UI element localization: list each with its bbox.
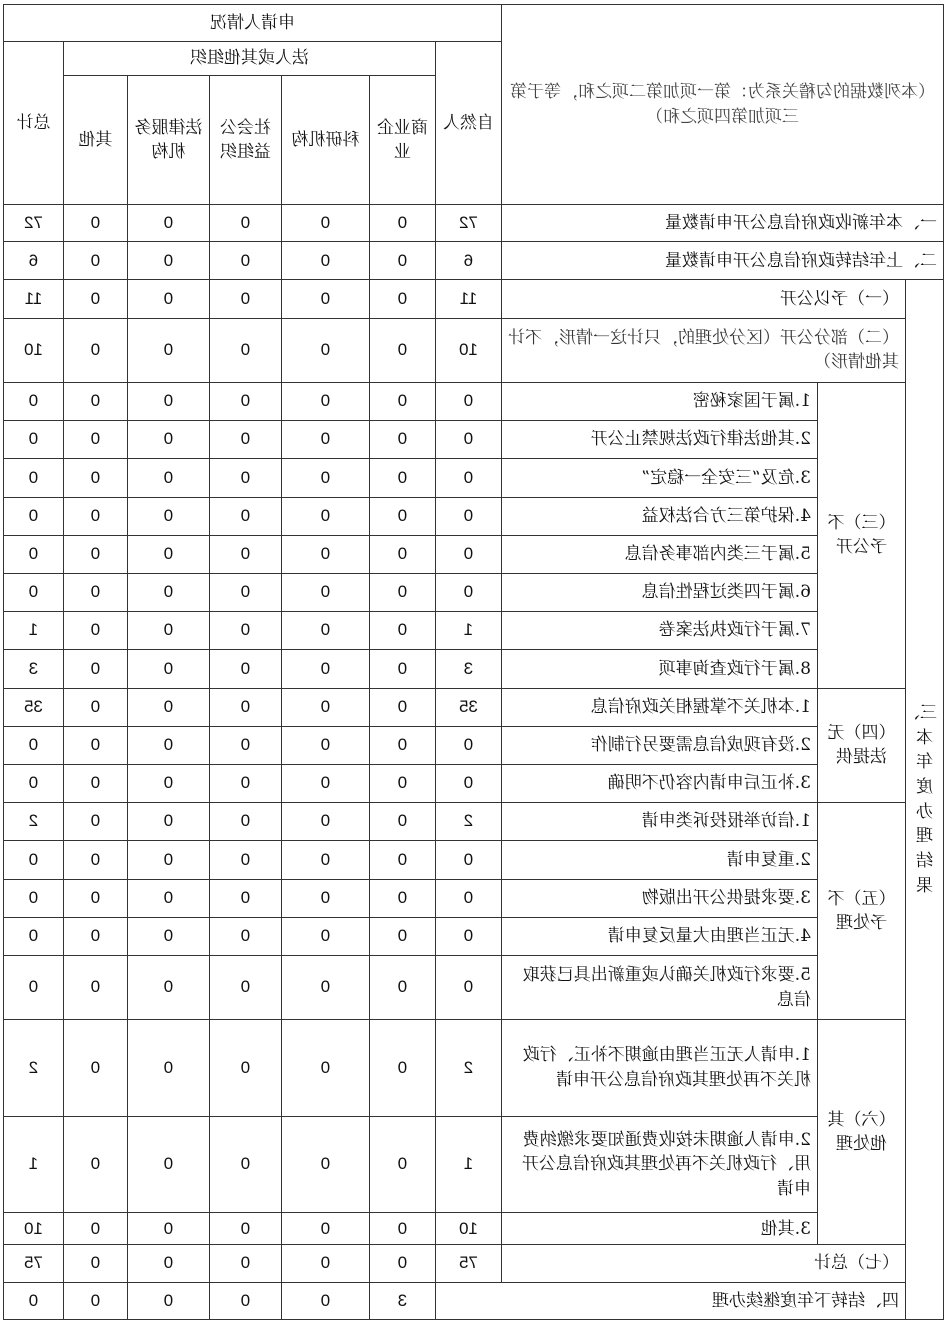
item-g6-2: 2.申请人逾期未按收费通知要求缴纳费用、行政机关不再处理其政府信息公开申请 xyxy=(501,1116,817,1213)
cell: 0 xyxy=(209,956,281,1020)
cell: 0 xyxy=(281,573,369,611)
cell: 0 xyxy=(281,612,369,650)
cell: 0 xyxy=(281,1245,369,1282)
cell: 0 xyxy=(63,1116,127,1213)
cell: 0 xyxy=(63,497,127,535)
cell: 0 xyxy=(281,318,369,382)
cell: 0 xyxy=(369,803,435,841)
cell: 0 xyxy=(369,841,435,879)
row-g7 xyxy=(3,1245,943,1282)
cell: 0 xyxy=(63,573,127,611)
applicant-situation-header: 申请人情况 xyxy=(3,5,501,42)
cell: 10 xyxy=(435,318,501,382)
cell: 0 xyxy=(63,650,127,688)
cell: 0 xyxy=(3,841,63,879)
cell: 72 xyxy=(435,205,501,242)
cell: 0 xyxy=(3,497,63,535)
cell: 0 xyxy=(369,459,435,497)
cell: 0 xyxy=(127,421,209,459)
cell: 0 xyxy=(63,1282,127,1319)
item-g5-1: 1.信访举报投诉类申请 xyxy=(501,803,817,841)
item-g3-1: 1.属于国家秘密 xyxy=(501,382,817,420)
cell: 0 xyxy=(369,688,435,726)
row-g3-1 xyxy=(3,382,943,420)
cell: 0 xyxy=(63,318,127,382)
row-s1 xyxy=(3,205,943,242)
cell: 0 xyxy=(63,1213,127,1245)
cell: 0 xyxy=(63,956,127,1020)
cell: 0 xyxy=(281,650,369,688)
cell: 0 xyxy=(127,242,209,280)
cell: 1 xyxy=(3,1116,63,1213)
row-g3-7 xyxy=(3,612,943,650)
cell: 0 xyxy=(127,497,209,535)
cell: 0 xyxy=(63,879,127,917)
cell: 0 xyxy=(369,205,435,242)
cell: 11 xyxy=(3,280,63,318)
cell: 0 xyxy=(281,841,369,879)
cell: 0 xyxy=(3,573,63,611)
cell: 1 xyxy=(435,612,501,650)
row-g6-2 xyxy=(3,1116,943,1213)
cell: 0 xyxy=(127,459,209,497)
cell: 0 xyxy=(369,535,435,573)
cell: 0 xyxy=(281,497,369,535)
cell: 10 xyxy=(3,318,63,382)
cell: 0 xyxy=(281,459,369,497)
label-s4: 四、结转下年度继续办理 xyxy=(435,1282,905,1319)
cell: 0 xyxy=(209,382,281,420)
cell: 0 xyxy=(209,1245,281,1282)
info-disclosure-table xyxy=(3,4,944,1320)
row-g4-1 xyxy=(3,688,943,726)
cell: 0 xyxy=(127,1282,209,1319)
cell: 0 xyxy=(435,573,501,611)
label-g1: （一）予以公开 xyxy=(501,280,905,318)
cell: 0 xyxy=(369,382,435,420)
label-g5: （五）不予处理 xyxy=(818,803,906,1020)
cell: 0 xyxy=(435,726,501,764)
cell: 0 xyxy=(209,535,281,573)
item-g3-2: 2.其他法律行政法规禁止公开 xyxy=(501,421,817,459)
cell: 72 xyxy=(3,205,63,242)
item-g4-1: 1.本机关不掌握相关政府信息 xyxy=(501,688,817,726)
cell: 10 xyxy=(3,1213,63,1245)
label-s1: 一、本年新收政府信息公开申请数量 xyxy=(501,205,943,242)
row-g3-8 xyxy=(3,650,943,688)
cell: 0 xyxy=(127,573,209,611)
cell: 0 xyxy=(127,1020,209,1117)
cell: 0 xyxy=(281,726,369,764)
commercial-header: 商业企业 xyxy=(369,76,435,205)
item-g3-3: 3.危及“三安全一稳定” xyxy=(501,459,817,497)
cell: 0 xyxy=(3,764,63,802)
cell: 10 xyxy=(435,1213,501,1245)
cell: 0 xyxy=(369,917,435,955)
item-g3-5: 5.属于三类内部事务信息 xyxy=(501,535,817,573)
cell: 0 xyxy=(3,421,63,459)
cell: 0 xyxy=(63,726,127,764)
cell: 0 xyxy=(281,1282,369,1319)
label-s3: 三、本年度办理结果 xyxy=(906,280,944,1320)
cell: 0 xyxy=(435,879,501,917)
cell: 35 xyxy=(435,688,501,726)
row-g3-5 xyxy=(3,535,943,573)
cell: 35 xyxy=(3,688,63,726)
label-g7: （七）总计 xyxy=(501,1245,905,1282)
cell: 0 xyxy=(127,841,209,879)
row-g6-3 xyxy=(3,1213,943,1245)
cell: 75 xyxy=(3,1245,63,1282)
row-g5-5 xyxy=(3,956,943,1020)
cell: 0 xyxy=(369,242,435,280)
cell: 0 xyxy=(63,382,127,420)
cell: 0 xyxy=(63,1245,127,1282)
item-g3-4: 4.保护第三方合法权益 xyxy=(501,497,817,535)
row-g5-3 xyxy=(3,879,943,917)
cell: 0 xyxy=(281,421,369,459)
cell: 0 xyxy=(435,497,501,535)
cell: 0 xyxy=(281,382,369,420)
cell: 0 xyxy=(369,1213,435,1245)
cell: 0 xyxy=(369,726,435,764)
item-g5-4: 4.无正当理由大量反复申请 xyxy=(501,917,817,955)
cell: 0 xyxy=(127,688,209,726)
cell: 2 xyxy=(435,803,501,841)
cell: 0 xyxy=(281,956,369,1020)
item-g6-3: 3.其他 xyxy=(501,1213,817,1245)
research-header: 科研机构 xyxy=(281,76,369,205)
cell: 0 xyxy=(3,1282,63,1319)
cell: 0 xyxy=(127,917,209,955)
cell: 0 xyxy=(209,688,281,726)
cell: 0 xyxy=(435,764,501,802)
cell: 0 xyxy=(209,726,281,764)
column-note: （本列数据的勾稽关系为：第一项加第二项之和，等于第三项加第四项之和） xyxy=(501,5,943,205)
cell: 0 xyxy=(369,318,435,382)
cell: 0 xyxy=(127,280,209,318)
cell: 0 xyxy=(281,879,369,917)
cell: 0 xyxy=(127,1213,209,1245)
cell: 0 xyxy=(281,242,369,280)
cell: 0 xyxy=(63,841,127,879)
cell: 6 xyxy=(435,242,501,280)
total-header: 总计 xyxy=(3,42,63,205)
row-g3-2 xyxy=(3,421,943,459)
cell: 1 xyxy=(3,612,63,650)
cell: 6 xyxy=(3,242,63,280)
cell: 0 xyxy=(127,764,209,802)
other-header: 其他 xyxy=(63,76,127,205)
cell: 0 xyxy=(63,280,127,318)
cell: 0 xyxy=(63,1020,127,1117)
label-g3: （三）不予公开 xyxy=(818,382,906,688)
cell: 0 xyxy=(209,917,281,955)
cell: 0 xyxy=(63,459,127,497)
row-s4 xyxy=(3,1282,943,1319)
label-g4: （四）无法提供 xyxy=(818,688,906,803)
row-g3-6 xyxy=(3,573,943,611)
cell: 0 xyxy=(3,382,63,420)
cell: 0 xyxy=(281,205,369,242)
social-header: 社会公益组织 xyxy=(209,76,281,205)
cell: 0 xyxy=(369,421,435,459)
item-g4-2: 2.没有现成信息需要另行制作 xyxy=(501,726,817,764)
cell: 0 xyxy=(369,1020,435,1117)
cell: 0 xyxy=(281,917,369,955)
cell: 0 xyxy=(209,573,281,611)
cell: 0 xyxy=(3,535,63,573)
row-g5-1 xyxy=(3,803,943,841)
cell: 3 xyxy=(3,650,63,688)
cell: 0 xyxy=(369,956,435,1020)
cell: 0 xyxy=(209,459,281,497)
row-g4-2 xyxy=(3,726,943,764)
label-g6: （六）其他处理 xyxy=(818,1020,906,1245)
cell: 0 xyxy=(435,459,501,497)
cell: 0 xyxy=(63,421,127,459)
cell: 2 xyxy=(435,1020,501,1117)
cell: 0 xyxy=(209,1282,281,1319)
cell: 0 xyxy=(63,917,127,955)
cell: 0 xyxy=(435,956,501,1020)
cell: 0 xyxy=(435,535,501,573)
row-g2 xyxy=(3,318,943,382)
natural-person-header: 自然人 xyxy=(435,42,501,205)
cell: 0 xyxy=(63,803,127,841)
item-g3-8: 8.属于行政查询事项 xyxy=(501,650,817,688)
cell: 0 xyxy=(369,612,435,650)
cell: 0 xyxy=(209,421,281,459)
row-g6-1 xyxy=(3,1020,943,1117)
item-g4-3: 3.补正后申请内容仍不明确 xyxy=(501,764,817,802)
cell: 0 xyxy=(369,650,435,688)
cell: 0 xyxy=(127,1116,209,1213)
row-g1 xyxy=(3,280,943,318)
row-s2 xyxy=(3,242,943,280)
cell: 0 xyxy=(281,1116,369,1213)
cell: 0 xyxy=(209,205,281,242)
cell: 0 xyxy=(281,1213,369,1245)
cell: 1 xyxy=(435,1116,501,1213)
cell: 0 xyxy=(127,205,209,242)
legal-service-header: 法律服务机构 xyxy=(127,76,209,205)
cell: 0 xyxy=(281,535,369,573)
cell: 0 xyxy=(209,803,281,841)
cell: 0 xyxy=(209,1116,281,1213)
item-g5-5: 5.要求行政机关确认或重新出具已获取信息 xyxy=(501,956,817,1020)
header-row-1 xyxy=(3,5,943,42)
cell: 0 xyxy=(281,1020,369,1117)
cell: 0 xyxy=(3,459,63,497)
cell: 0 xyxy=(3,726,63,764)
cell: 0 xyxy=(435,917,501,955)
cell: 0 xyxy=(369,573,435,611)
cell: 0 xyxy=(127,612,209,650)
cell: 0 xyxy=(3,956,63,1020)
row-g3-4 xyxy=(3,497,943,535)
cell: 0 xyxy=(63,764,127,802)
cell: 0 xyxy=(281,764,369,802)
cell: 0 xyxy=(127,382,209,420)
cell: 0 xyxy=(369,764,435,802)
cell: 0 xyxy=(63,242,127,280)
cell: 0 xyxy=(127,803,209,841)
cell: 0 xyxy=(3,879,63,917)
cell: 0 xyxy=(281,688,369,726)
table-body xyxy=(3,5,943,1320)
cell: 0 xyxy=(127,535,209,573)
cell: 0 xyxy=(209,1020,281,1117)
cell: 0 xyxy=(209,612,281,650)
cell: 0 xyxy=(209,497,281,535)
cell: 0 xyxy=(127,318,209,382)
cell: 0 xyxy=(209,1213,281,1245)
cell: 0 xyxy=(3,917,63,955)
cell: 0 xyxy=(209,650,281,688)
item-g3-7: 7.属于行政执法案卷 xyxy=(501,612,817,650)
row-g3-3 xyxy=(3,459,943,497)
cell: 0 xyxy=(435,382,501,420)
cell: 0 xyxy=(209,318,281,382)
cell: 0 xyxy=(209,242,281,280)
cell: 0 xyxy=(369,1116,435,1213)
cell: 0 xyxy=(127,726,209,764)
legal-org-header: 法人或其他组织 xyxy=(63,42,435,76)
cell: 0 xyxy=(127,879,209,917)
cell: 0 xyxy=(127,956,209,1020)
cell: 0 xyxy=(369,497,435,535)
cell: 0 xyxy=(63,205,127,242)
cell: 0 xyxy=(63,535,127,573)
cell: 3 xyxy=(369,1282,435,1319)
cell: 2 xyxy=(3,1020,63,1117)
row-g4-3 xyxy=(3,764,943,802)
cell: 0 xyxy=(281,280,369,318)
cell: 0 xyxy=(209,280,281,318)
cell: 11 xyxy=(435,280,501,318)
cell: 0 xyxy=(209,841,281,879)
item-g5-2: 2.重复申请 xyxy=(501,841,817,879)
cell: 3 xyxy=(435,650,501,688)
item-g5-3: 3.要求提供公开出版物 xyxy=(501,879,817,917)
cell: 0 xyxy=(209,764,281,802)
cell: 2 xyxy=(3,803,63,841)
cell: 0 xyxy=(127,1245,209,1282)
label-g2: （二）部分公开（区分处理的，只计这一情形，不计其他情形） xyxy=(501,318,905,382)
cell: 0 xyxy=(127,650,209,688)
cell: 0 xyxy=(435,841,501,879)
row-g5-2 xyxy=(3,841,943,879)
cell: 0 xyxy=(369,1245,435,1282)
item-g6-1: 1.申请人无正当理由逾期不补正、行政机关不再处理其政府信息公开申请 xyxy=(501,1020,817,1117)
row-g5-4 xyxy=(3,917,943,955)
cell: 0 xyxy=(435,421,501,459)
cell: 0 xyxy=(369,280,435,318)
label-s2: 二、上年结转政府信息公开申请数量 xyxy=(501,242,943,280)
cell: 0 xyxy=(63,688,127,726)
cell: 0 xyxy=(369,879,435,917)
item-g3-6: 6.属于四类过程性信息 xyxy=(501,573,817,611)
cell: 0 xyxy=(209,879,281,917)
cell: 0 xyxy=(63,612,127,650)
cell: 0 xyxy=(281,803,369,841)
cell: 75 xyxy=(435,1245,501,1282)
